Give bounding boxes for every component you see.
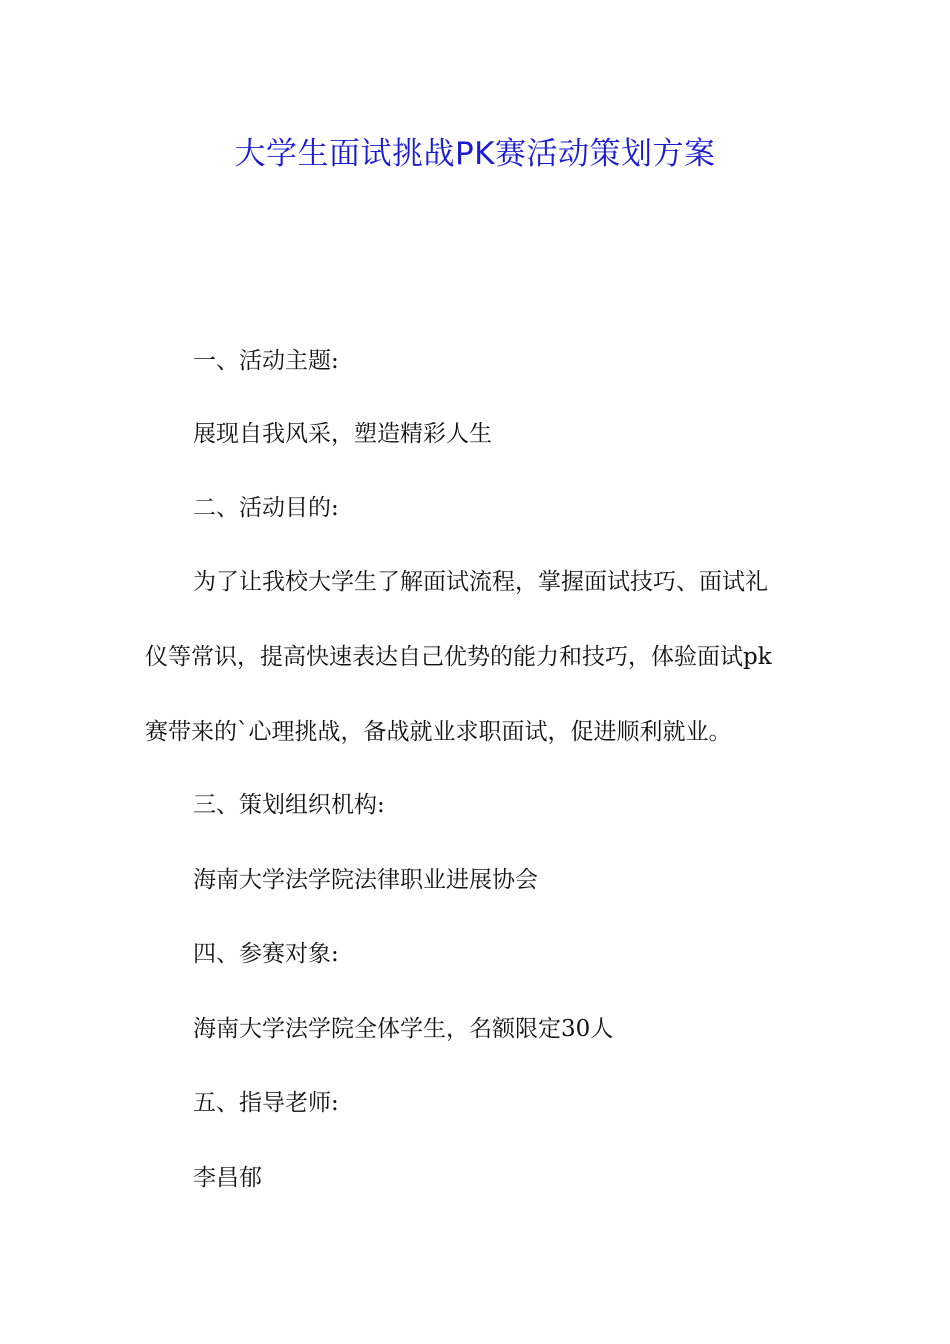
document-title: 大学生面试挑战PK赛活动策划方案 [234, 136, 716, 172]
section-text-participants: 海南大学法学院全体学生，名额限定30人 [193, 1016, 614, 1042]
section-text-advisor: 李昌郁 [193, 1165, 262, 1191]
paragraph-line: 赛带来的`心理挑战，备战就业求职面试，促进顺利就业。 [145, 719, 732, 745]
section-heading-purpose: 二、活动目的: [193, 495, 339, 521]
paragraph-line: 为了让我校大学生了解面试流程，掌握面试技巧、面试礼 [193, 569, 768, 595]
paragraph-line: 仪等常识，提高快速表达自己优势的能力和技巧，体验面试pk [145, 644, 772, 670]
section-heading-organizer: 三、策划组织机构: [193, 792, 385, 818]
section-heading-theme: 一、活动主题: [193, 348, 339, 374]
section-text-theme: 展现自我风采，塑造精彩人生 [193, 421, 492, 447]
section-heading-participants: 四、参赛对象: [193, 941, 339, 967]
section-heading-advisor: 五、指导老师: [193, 1090, 339, 1116]
section-paragraph-purpose [145, 562, 813, 787]
section-text-organizer: 海南大学法学院法律职业进展协会 [193, 867, 538, 893]
